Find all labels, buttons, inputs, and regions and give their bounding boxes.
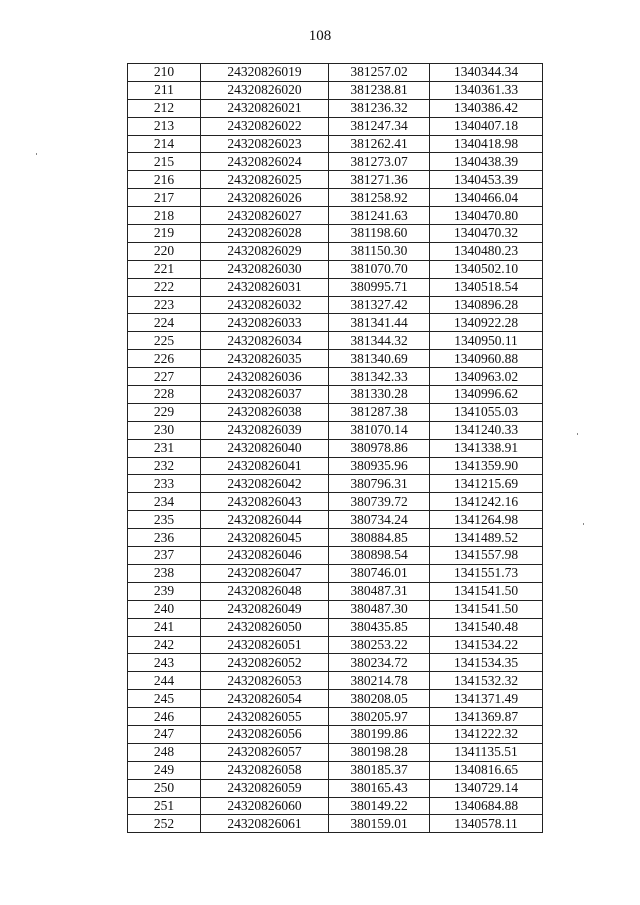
y-coordinate-cell: 1341242.16: [430, 493, 543, 511]
table-row: [128, 690, 543, 708]
row-number-cell: 246: [128, 708, 201, 726]
y-coordinate-cell: 1341135.51: [430, 743, 543, 761]
row-number-cell: 240: [128, 600, 201, 618]
y-coordinate-cell: 1340470.32: [430, 225, 543, 243]
row-number-cell: 244: [128, 672, 201, 690]
row-number-cell: 242: [128, 636, 201, 654]
y-coordinate-cell: 1341541.50: [430, 582, 543, 600]
table-row: [128, 618, 543, 636]
row-number-cell: 232: [128, 457, 201, 475]
row-number-cell: 227: [128, 368, 201, 386]
y-coordinate-cell: 1340361.33: [430, 81, 543, 99]
y-coordinate-cell: 1340438.39: [430, 153, 543, 171]
y-coordinate-cell: 1340470.80: [430, 207, 543, 225]
table-row: [128, 815, 543, 833]
id-cell: 24320826021: [201, 99, 329, 117]
table-row: [128, 725, 543, 743]
table-row: [128, 421, 543, 439]
row-number-cell: 251: [128, 797, 201, 815]
table-row: [128, 672, 543, 690]
x-coordinate-cell: 380165.43: [329, 779, 430, 797]
table-row: [128, 296, 543, 314]
row-number-cell: 241: [128, 618, 201, 636]
x-coordinate-cell: 381247.34: [329, 117, 430, 135]
table-row: [128, 368, 543, 386]
row-number-cell: 228: [128, 386, 201, 404]
row-number-cell: 230: [128, 421, 201, 439]
y-coordinate-cell: 1341240.33: [430, 421, 543, 439]
id-cell: 24320826050: [201, 618, 329, 636]
y-coordinate-cell: 1341338.91: [430, 439, 543, 457]
y-coordinate-cell: 1340963.02: [430, 368, 543, 386]
table-row: [128, 189, 543, 207]
row-number-cell: 238: [128, 564, 201, 582]
table-row: [128, 475, 543, 493]
id-cell: 24320826043: [201, 493, 329, 511]
y-coordinate-cell: 1340407.18: [430, 117, 543, 135]
table-row: [128, 260, 543, 278]
y-coordinate-cell: 1340896.28: [430, 296, 543, 314]
y-coordinate-cell: 1341215.69: [430, 475, 543, 493]
row-number-cell: 220: [128, 242, 201, 260]
table-row: [128, 314, 543, 332]
id-cell: 24320826031: [201, 278, 329, 296]
id-cell: 24320826033: [201, 314, 329, 332]
x-coordinate-cell: 380149.22: [329, 797, 430, 815]
row-number-cell: 247: [128, 725, 201, 743]
x-coordinate-cell: 380234.72: [329, 654, 430, 672]
y-coordinate-cell: 1341541.50: [430, 600, 543, 618]
table-row: [128, 171, 543, 189]
table-row: [128, 135, 543, 153]
y-coordinate-cell: 1340480.23: [430, 242, 543, 260]
x-coordinate-cell: 381238.81: [329, 81, 430, 99]
row-number-cell: 248: [128, 743, 201, 761]
table-row: [128, 81, 543, 99]
row-number-cell: 215: [128, 153, 201, 171]
row-number-cell: 250: [128, 779, 201, 797]
id-cell: 24320826058: [201, 761, 329, 779]
id-cell: 24320826044: [201, 511, 329, 529]
x-coordinate-cell: 380185.37: [329, 761, 430, 779]
row-number-cell: 234: [128, 493, 201, 511]
id-cell: 24320826041: [201, 457, 329, 475]
x-coordinate-cell: 380978.86: [329, 439, 430, 457]
x-coordinate-cell: 381150.30: [329, 242, 430, 260]
x-coordinate-cell: 380796.31: [329, 475, 430, 493]
row-number-cell: 249: [128, 761, 201, 779]
id-cell: 24320826019: [201, 64, 329, 82]
row-number-cell: 213: [128, 117, 201, 135]
y-coordinate-cell: 1341264.98: [430, 511, 543, 529]
row-number-cell: 231: [128, 439, 201, 457]
row-number-cell: 252: [128, 815, 201, 833]
row-number-cell: 218: [128, 207, 201, 225]
table-row: [128, 117, 543, 135]
row-number-cell: 212: [128, 99, 201, 117]
x-coordinate-cell: 380487.30: [329, 600, 430, 618]
y-coordinate-cell: 1340453.39: [430, 171, 543, 189]
table-row: [128, 493, 543, 511]
table-row: [128, 457, 543, 475]
table-row: [128, 797, 543, 815]
x-coordinate-cell: 380208.05: [329, 690, 430, 708]
y-coordinate-cell: 1340684.88: [430, 797, 543, 815]
x-coordinate-cell: 380205.97: [329, 708, 430, 726]
x-coordinate-cell: 380739.72: [329, 493, 430, 511]
x-coordinate-cell: 380898.54: [329, 547, 430, 565]
x-coordinate-cell: 381198.60: [329, 225, 430, 243]
id-cell: 24320826024: [201, 153, 329, 171]
table-row: [128, 600, 543, 618]
row-number-cell: 229: [128, 403, 201, 421]
x-coordinate-cell: 381342.33: [329, 368, 430, 386]
x-coordinate-cell: 381344.32: [329, 332, 430, 350]
id-cell: 24320826020: [201, 81, 329, 99]
table-row: [128, 654, 543, 672]
x-coordinate-cell: 380935.96: [329, 457, 430, 475]
scan-speck: [577, 433, 578, 435]
id-cell: 24320826048: [201, 582, 329, 600]
id-cell: 24320826027: [201, 207, 329, 225]
x-coordinate-cell: 381273.07: [329, 153, 430, 171]
x-coordinate-cell: 381330.28: [329, 386, 430, 404]
y-coordinate-cell: 1340996.62: [430, 386, 543, 404]
x-coordinate-cell: 380214.78: [329, 672, 430, 690]
table-row: [128, 636, 543, 654]
table-row: [128, 761, 543, 779]
table-row: [128, 439, 543, 457]
table-row: [128, 564, 543, 582]
row-number-cell: 245: [128, 690, 201, 708]
y-coordinate-cell: 1340816.65: [430, 761, 543, 779]
x-coordinate-cell: 381258.92: [329, 189, 430, 207]
y-coordinate-cell: 1341557.98: [430, 547, 543, 565]
id-cell: 24320826054: [201, 690, 329, 708]
x-coordinate-cell: 381257.02: [329, 64, 430, 82]
id-cell: 24320826042: [201, 475, 329, 493]
x-coordinate-cell: 380734.24: [329, 511, 430, 529]
table-row: [128, 207, 543, 225]
y-coordinate-cell: 1340418.98: [430, 135, 543, 153]
x-coordinate-cell: 381287.38: [329, 403, 430, 421]
x-coordinate-cell: 381070.70: [329, 260, 430, 278]
x-coordinate-cell: 380995.71: [329, 278, 430, 296]
y-coordinate-cell: 1340466.04: [430, 189, 543, 207]
table-row: [128, 99, 543, 117]
id-cell: 24320826038: [201, 403, 329, 421]
table-row: [128, 779, 543, 797]
id-cell: 24320826029: [201, 242, 329, 260]
id-cell: 24320826035: [201, 350, 329, 368]
y-coordinate-cell: 1341371.49: [430, 690, 543, 708]
id-cell: 24320826052: [201, 654, 329, 672]
table-row: [128, 386, 543, 404]
x-coordinate-cell: 380159.01: [329, 815, 430, 833]
id-cell: 24320826060: [201, 797, 329, 815]
table-row: [128, 529, 543, 547]
id-cell: 24320826059: [201, 779, 329, 797]
x-coordinate-cell: 381070.14: [329, 421, 430, 439]
y-coordinate-cell: 1340518.54: [430, 278, 543, 296]
x-coordinate-cell: 380253.22: [329, 636, 430, 654]
row-number-cell: 210: [128, 64, 201, 82]
id-cell: 24320826032: [201, 296, 329, 314]
table-row: [128, 153, 543, 171]
y-coordinate-cell: 1341540.48: [430, 618, 543, 636]
table-row: [128, 332, 543, 350]
x-coordinate-cell: 381262.41: [329, 135, 430, 153]
table-row: [128, 242, 543, 260]
y-coordinate-cell: 1341532.32: [430, 672, 543, 690]
table-row: [128, 547, 543, 565]
id-cell: 24320826026: [201, 189, 329, 207]
table-row: [128, 582, 543, 600]
x-coordinate-cell: 381340.69: [329, 350, 430, 368]
table-row: [128, 743, 543, 761]
id-cell: 24320826039: [201, 421, 329, 439]
table-row: [128, 64, 543, 82]
y-coordinate-cell: 1340344.34: [430, 64, 543, 82]
row-number-cell: 236: [128, 529, 201, 547]
page-number: 108: [308, 28, 332, 44]
coordinates-table-body: [128, 64, 543, 833]
table-row: [128, 708, 543, 726]
y-coordinate-cell: 1341551.73: [430, 564, 543, 582]
scan-speck: [583, 523, 584, 525]
y-coordinate-cell: 1341534.22: [430, 636, 543, 654]
y-coordinate-cell: 1341534.35: [430, 654, 543, 672]
id-cell: 24320826036: [201, 368, 329, 386]
row-number-cell: 219: [128, 225, 201, 243]
row-number-cell: 235: [128, 511, 201, 529]
row-number-cell: 224: [128, 314, 201, 332]
id-cell: 24320826030: [201, 260, 329, 278]
row-number-cell: 233: [128, 475, 201, 493]
id-cell: 24320826057: [201, 743, 329, 761]
row-number-cell: 223: [128, 296, 201, 314]
y-coordinate-cell: 1341222.32: [430, 725, 543, 743]
row-number-cell: 226: [128, 350, 201, 368]
y-coordinate-cell: 1340729.14: [430, 779, 543, 797]
x-coordinate-cell: 380746.01: [329, 564, 430, 582]
id-cell: 24320826045: [201, 529, 329, 547]
id-cell: 24320826034: [201, 332, 329, 350]
y-coordinate-cell: 1340578.11: [430, 815, 543, 833]
table-row: [128, 350, 543, 368]
id-cell: 24320826049: [201, 600, 329, 618]
table-row: [128, 278, 543, 296]
table-row: [128, 225, 543, 243]
id-cell: 24320826061: [201, 815, 329, 833]
y-coordinate-cell: 1341369.87: [430, 708, 543, 726]
x-coordinate-cell: 380199.86: [329, 725, 430, 743]
row-number-cell: 222: [128, 278, 201, 296]
x-coordinate-cell: 381271.36: [329, 171, 430, 189]
row-number-cell: 221: [128, 260, 201, 278]
coordinates-table: [127, 63, 543, 833]
row-number-cell: 217: [128, 189, 201, 207]
id-cell: 24320826051: [201, 636, 329, 654]
id-cell: 24320826022: [201, 117, 329, 135]
x-coordinate-cell: 381241.63: [329, 207, 430, 225]
x-coordinate-cell: 381236.32: [329, 99, 430, 117]
y-coordinate-cell: 1340386.42: [430, 99, 543, 117]
id-cell: 24320826023: [201, 135, 329, 153]
x-coordinate-cell: 380487.31: [329, 582, 430, 600]
id-cell: 24320826046: [201, 547, 329, 565]
row-number-cell: 243: [128, 654, 201, 672]
y-coordinate-cell: 1341359.90: [430, 457, 543, 475]
id-cell: 24320826056: [201, 725, 329, 743]
x-coordinate-cell: 380198.28: [329, 743, 430, 761]
id-cell: 24320826047: [201, 564, 329, 582]
id-cell: 24320826040: [201, 439, 329, 457]
y-coordinate-cell: 1341489.52: [430, 529, 543, 547]
x-coordinate-cell: 380435.85: [329, 618, 430, 636]
scan-speck: [36, 153, 37, 155]
y-coordinate-cell: 1340960.88: [430, 350, 543, 368]
row-number-cell: 211: [128, 81, 201, 99]
row-number-cell: 216: [128, 171, 201, 189]
row-number-cell: 225: [128, 332, 201, 350]
y-coordinate-cell: 1340502.10: [430, 260, 543, 278]
y-coordinate-cell: 1341055.03: [430, 403, 543, 421]
row-number-cell: 239: [128, 582, 201, 600]
id-cell: 24320826037: [201, 386, 329, 404]
y-coordinate-cell: 1340922.28: [430, 314, 543, 332]
x-coordinate-cell: 381327.42: [329, 296, 430, 314]
row-number-cell: 237: [128, 547, 201, 565]
id-cell: 24320826053: [201, 672, 329, 690]
table-row: [128, 511, 543, 529]
table-row: [128, 403, 543, 421]
y-coordinate-cell: 1340950.11: [430, 332, 543, 350]
row-number-cell: 214: [128, 135, 201, 153]
id-cell: 24320826025: [201, 171, 329, 189]
x-coordinate-cell: 381341.44: [329, 314, 430, 332]
x-coordinate-cell: 380884.85: [329, 529, 430, 547]
id-cell: 24320826028: [201, 225, 329, 243]
id-cell: 24320826055: [201, 708, 329, 726]
